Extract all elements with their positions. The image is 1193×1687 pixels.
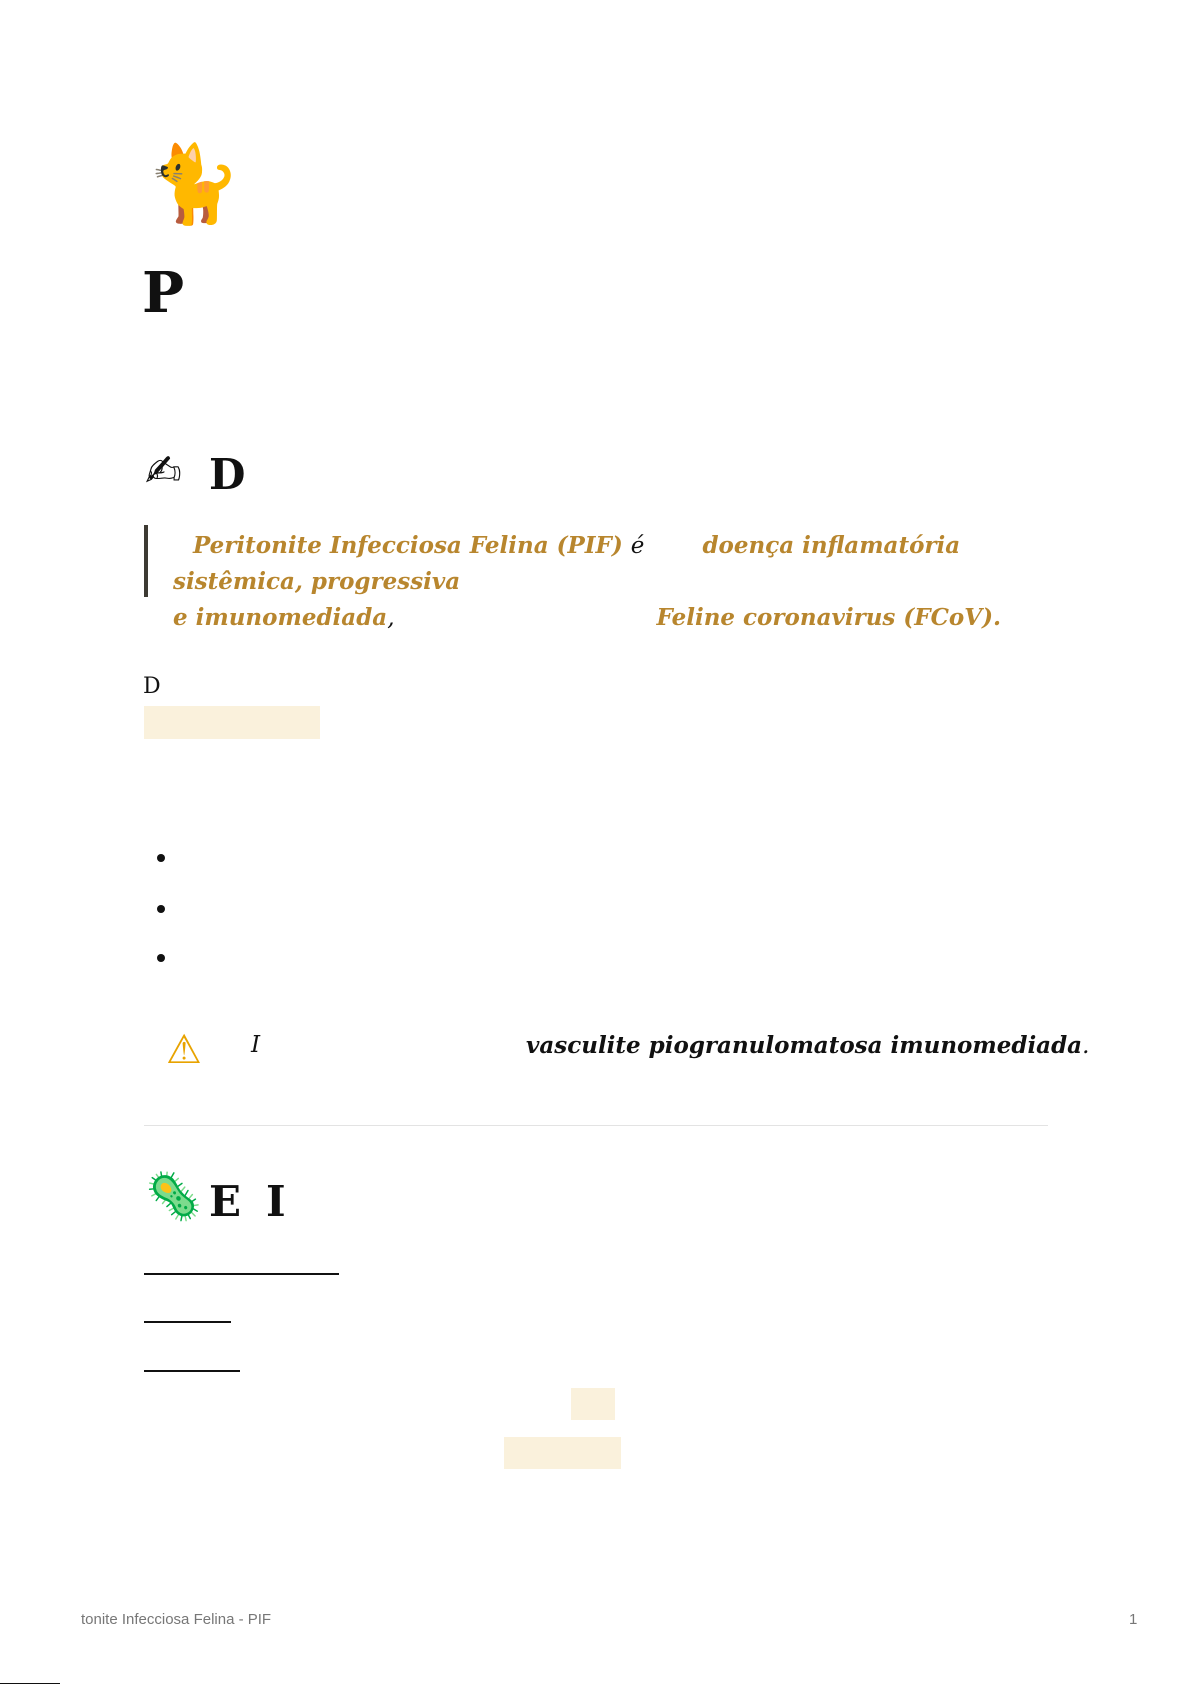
- quote-verb: é: [630, 533, 645, 559]
- list-bullet: [157, 854, 165, 862]
- writing-hand-icon: ✍: [145, 446, 182, 497]
- quote-term: Peritonite Infecciosa Felina (PIF): [193, 532, 623, 559]
- callout-text-emphasis: [526, 1032, 1089, 1059]
- section-heading-b: I: [266, 1177, 286, 1226]
- list-bullet: [157, 954, 165, 962]
- section-heading-definition: D: [209, 450, 246, 499]
- highlight-block: [144, 706, 320, 739]
- link-underline[interactable]: [144, 1273, 339, 1275]
- list-bullet: [157, 905, 165, 913]
- quote-definition-cont: e imunomediada: [173, 604, 388, 631]
- section-heading-a: E: [209, 1177, 242, 1226]
- paragraph-initial: D: [143, 674, 161, 699]
- warning-icon: ⚠: [166, 1027, 202, 1073]
- quote-bar: [144, 525, 148, 597]
- cat-icon: 🐈: [146, 139, 241, 228]
- definition-quote: [173, 528, 1053, 636]
- quote-comma: ,: [387, 605, 395, 631]
- callout-emphasis: vasculite piogranulomatosa imunomediada: [526, 1032, 1083, 1059]
- quote-agent: Feline coronavirus (FCoV).: [656, 604, 1001, 631]
- link-underline[interactable]: [144, 1370, 240, 1372]
- footer-page-number: 1: [1129, 1611, 1138, 1628]
- link-underline[interactable]: [144, 1321, 231, 1323]
- microbe-icon: 🦠: [145, 1169, 203, 1223]
- highlight-fragment: [504, 1437, 621, 1469]
- quote-definition: doença inflamatória sistêmica, progressiva: [173, 532, 961, 595]
- footer-document-title: tonite Infecciosa Felina - PIF: [81, 1611, 272, 1628]
- divider: [144, 1125, 1048, 1126]
- page-title: P: [142, 260, 185, 326]
- warning-callout: [144, 1018, 1090, 1078]
- callout-text-start: I: [251, 1032, 261, 1058]
- highlight-fragment: [571, 1388, 615, 1420]
- bottom-edge-line: [0, 1683, 60, 1684]
- callout-period: .: [1082, 1033, 1090, 1059]
